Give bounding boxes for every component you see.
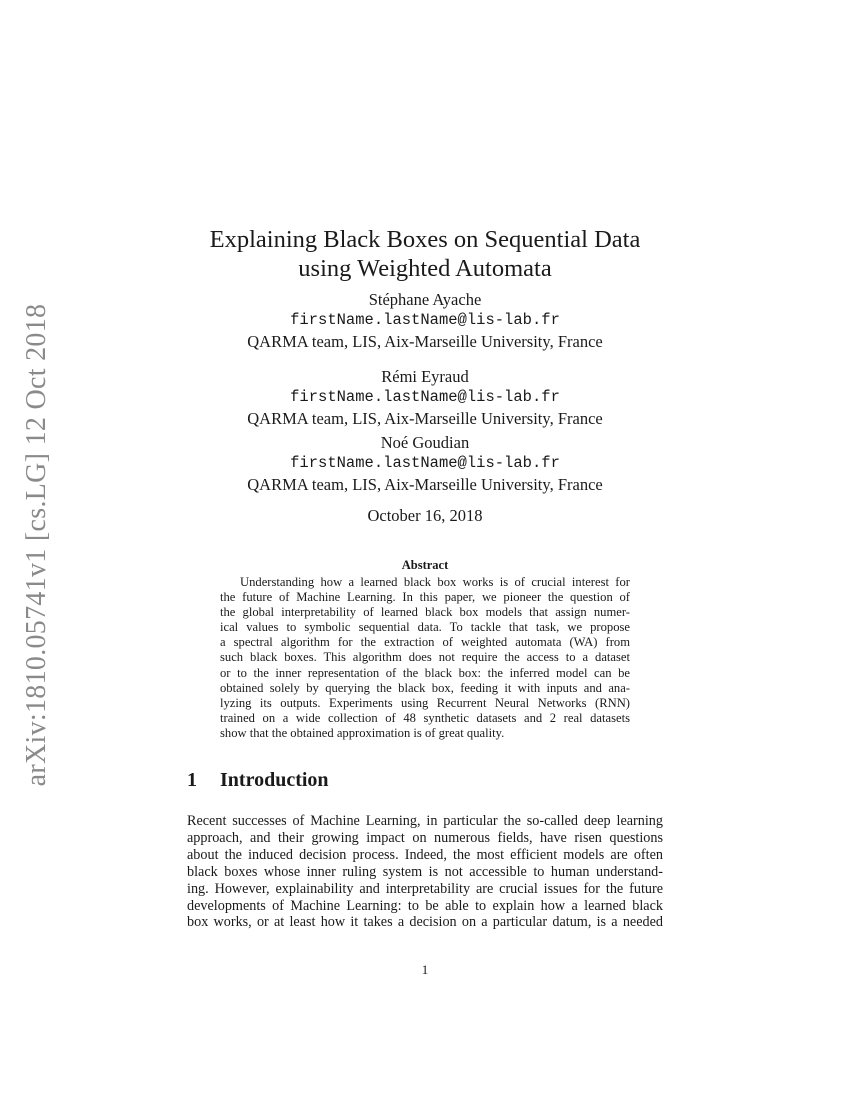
publication-date: October 16, 2018 xyxy=(367,506,483,525)
author-affiliation: QARMA team, LIS, Aix-Marseille University, France xyxy=(247,332,603,351)
abstract-line: show that the obtained approximation is of great quality. xyxy=(220,725,505,740)
abstract-line: such black boxes. This algorithm does not require the access to a dataset xyxy=(220,650,630,665)
author-name: Rémi Eyraud xyxy=(381,367,469,386)
author-name: Stéphane Ayache xyxy=(368,290,482,309)
section-title: Introduction xyxy=(220,769,329,791)
author-block xyxy=(0,366,850,429)
body-line: black boxes whose inner ruling system is not accessible to human understand- xyxy=(187,863,663,880)
author-block xyxy=(0,432,850,495)
body-line: ing. However, explainability and interpretability are crucial issues for the future xyxy=(187,880,663,897)
body-line: Recent successes of Machine Learning, in particular the so-called deep learning xyxy=(187,813,663,829)
abstract-line: or to the inner representation of the black box: the inferred model can be xyxy=(220,665,630,680)
title-line: using Weighted Automata xyxy=(298,255,552,282)
section-number: 1 xyxy=(187,769,197,791)
author-name: Noé Goudian xyxy=(380,433,470,452)
paper-title xyxy=(0,225,850,283)
arxiv-identifier-stamp: arXiv:1810.05741v1 [cs.LG] 12 Oct 2018 xyxy=(21,303,52,787)
abstract-line: trained on a wide collection of 48 synthetic datasets and 2 real datasets xyxy=(220,710,630,725)
body-line: about the induced decision process. Indeed, the most efficient models are often xyxy=(187,846,663,863)
author-email: firstName.lastName@lis-lab.fr xyxy=(290,454,560,472)
body-line: box works, or at least how it takes a decision on a particular datum, is a needed xyxy=(187,914,663,931)
abstract-line: obtained solely by querying the black box, feeding it with inputs and ana- xyxy=(220,680,630,695)
page-number: 1 xyxy=(421,962,429,977)
abstract-body xyxy=(220,575,630,741)
author-affiliation: QARMA team, LIS, Aix-Marseille University, France xyxy=(247,475,603,494)
author-email: firstName.lastName@lis-lab.fr xyxy=(290,388,560,406)
body-line: developments of Machine Learning: to be able to explain how a learned black xyxy=(187,897,663,914)
author-email: firstName.lastName@lis-lab.fr xyxy=(290,311,560,329)
introduction-body xyxy=(187,813,663,931)
abstract-line: ical values to symbolic sequential data. To tackle that task, we propose xyxy=(220,620,630,635)
abstract-line: the global interpretability of learned black box models that assign numer- xyxy=(220,605,630,620)
abstract-line: lyzing its outputs. Experiments using Recurrent Neural Networks (RNN) xyxy=(220,695,630,710)
author-affiliation: QARMA team, LIS, Aix-Marseille University, France xyxy=(247,409,603,428)
section-heading xyxy=(187,769,329,792)
abstract-line: Understanding how a learned black box works is of crucial interest for xyxy=(240,575,630,589)
title-line: Explaining Black Boxes on Sequential Data xyxy=(209,226,641,253)
body-line: approach, and their growing impact on numerous fields, have risen questions xyxy=(187,829,663,846)
abstract-line: the future of Machine Learning. In this paper, we pioneer the question of xyxy=(220,590,630,605)
abstract-heading: Abstract xyxy=(401,558,449,572)
author-block xyxy=(0,289,850,352)
abstract-line: a spectral algorithm for the extraction of weighted automata (WA) from xyxy=(220,635,630,650)
